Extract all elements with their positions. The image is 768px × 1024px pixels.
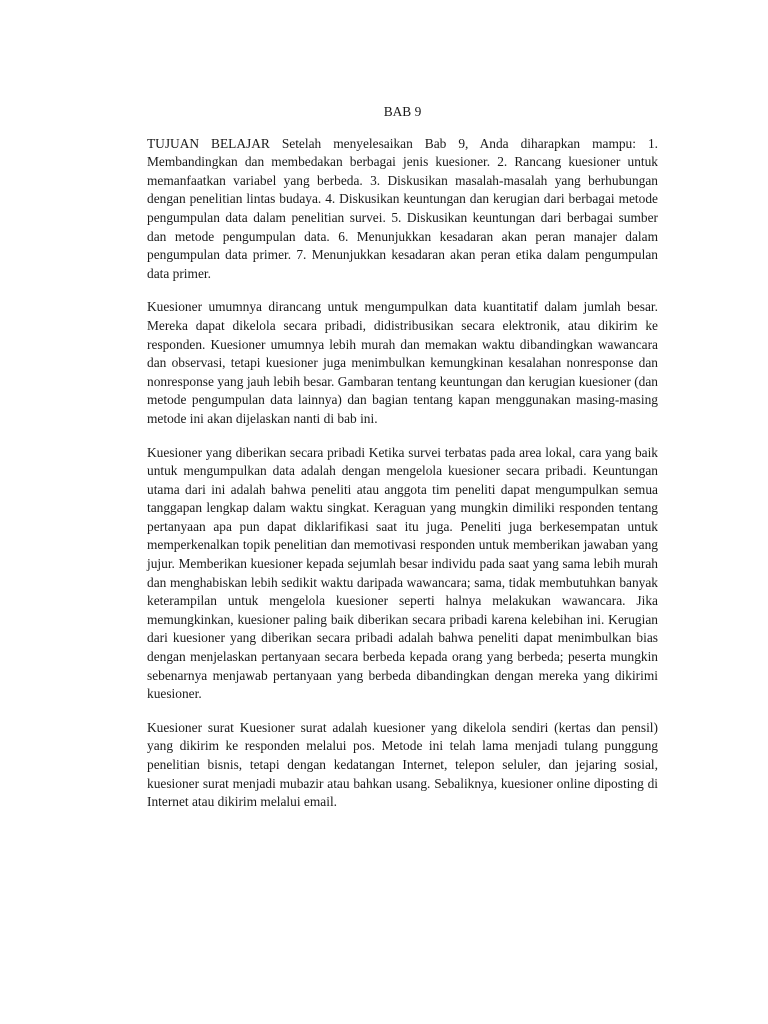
paragraph-mail-questionnaire: Kuesioner surat Kuesioner surat adalah kuesioner yang dikelola sendiri (kertas dan pensil) yang dikirim ke responden melalui pos. Metode ini telah lama menjadi tulang punggung penelitian bisnis, tetapi dengan kedatangan Internet, telepon seluler, dan jejaring sosial, kuesioner surat menjadi mubazir atau bahkan usang. Sebaliknya, kuesioner online diposting di Internet atau dikirim melalui email. xyxy=(147,719,658,810)
document-body xyxy=(147,103,658,827)
paragraph-personally-administered: Kuesioner yang diberikan secara pribadi Ketika survei terbatas pada area lokal, cara yang baik untuk mengumpulkan data adalah dengan mengelola kuesioner secara pribadi. Keuntungan utama dari ini adalah bahwa peneliti atau anggota tim peneliti dapat mengumpulkan semua tanggapan lengkap dalam waktu singkat. Keraguan yang mungkin dimiliki responden tentang pertanyaan apa pun dapat diklarifikasi saat itu juga. Peneliti juga berkesempatan untuk memperkenalkan topik penelitian dan memotivasi responden untuk memberikan jawaban yang jujur. Memberikan kuesioner kepada sejumlah besar individu pada saat yang sama lebih murah dan menghabiskan lebih sedikit waktu daripada wawancara; sama, tidak membutuhkan banyak keterampilan untuk mengelola kuesioner seperti halnya melakukan wawancara. Jika memungkinkan, kuesioner paling baik diberikan secara pribadi karena kelebihan ini. Kerugian dari kuesioner yang diberikan secara pribadi adalah bahwa peneliti dapat menimbulkan bias dengan menjelaskan pertanyaan secara berbeda kepada orang yang berbeda; peserta mungkin sebenarnya menjawab pertanyaan yang berbeda dibandingkan dengan mereka yang dikirimi kuesioner. xyxy=(147,444,658,702)
chapter-title: BAB 9 xyxy=(383,104,422,119)
paragraph-questionnaire-intro: Kuesioner umumnya dirancang untuk mengumpulkan data kuantitatif dalam jumlah besar. Mereka dapat dikelola secara pribadi, didistribusikan secara elektronik, atau dikirim ke responden. Kuesioner umumnya lebih murah dan memakan waktu dibandingkan wawancara dan observasi, tetapi kuesioner juga menimbulkan kemungkinan kesalahan nonresponse dan nonresponse yang jauh lebih besar. Gambaran tentang keuntungan dan kerugian kuesioner (dan metode pengumpulan data lainnya) dan bagian tentang kapan menggunakan masing-masing metode ini akan dijelaskan nanti di bab ini. xyxy=(147,299,658,426)
paragraph-learning-objectives: TUJUAN BELAJAR Setelah menyelesaikan Bab 9, Anda diharapkan mampu: 1. Membandingkan dan membedakan berbagai jenis kuesioner. 2. Rancang kuesioner untuk memanfaatkan variabel yang berbeda. 3. Diskusikan masalah-masalah yang berhubungan dengan penelitian lintas budaya. 4. Diskusikan keuntungan dan kerugian dari berbagai metode pengumpulan data dalam penelitian survei. 5. Diskusikan keuntungan dari berbagai sumber dan metode pengumpulan data. 6. Menunjukkan kesadaran akan peran manajer dalam pengumpulan data primer. 7. Menunjukkan kesadaran akan peran etika dalam pengumpulan data primer. xyxy=(147,135,658,281)
